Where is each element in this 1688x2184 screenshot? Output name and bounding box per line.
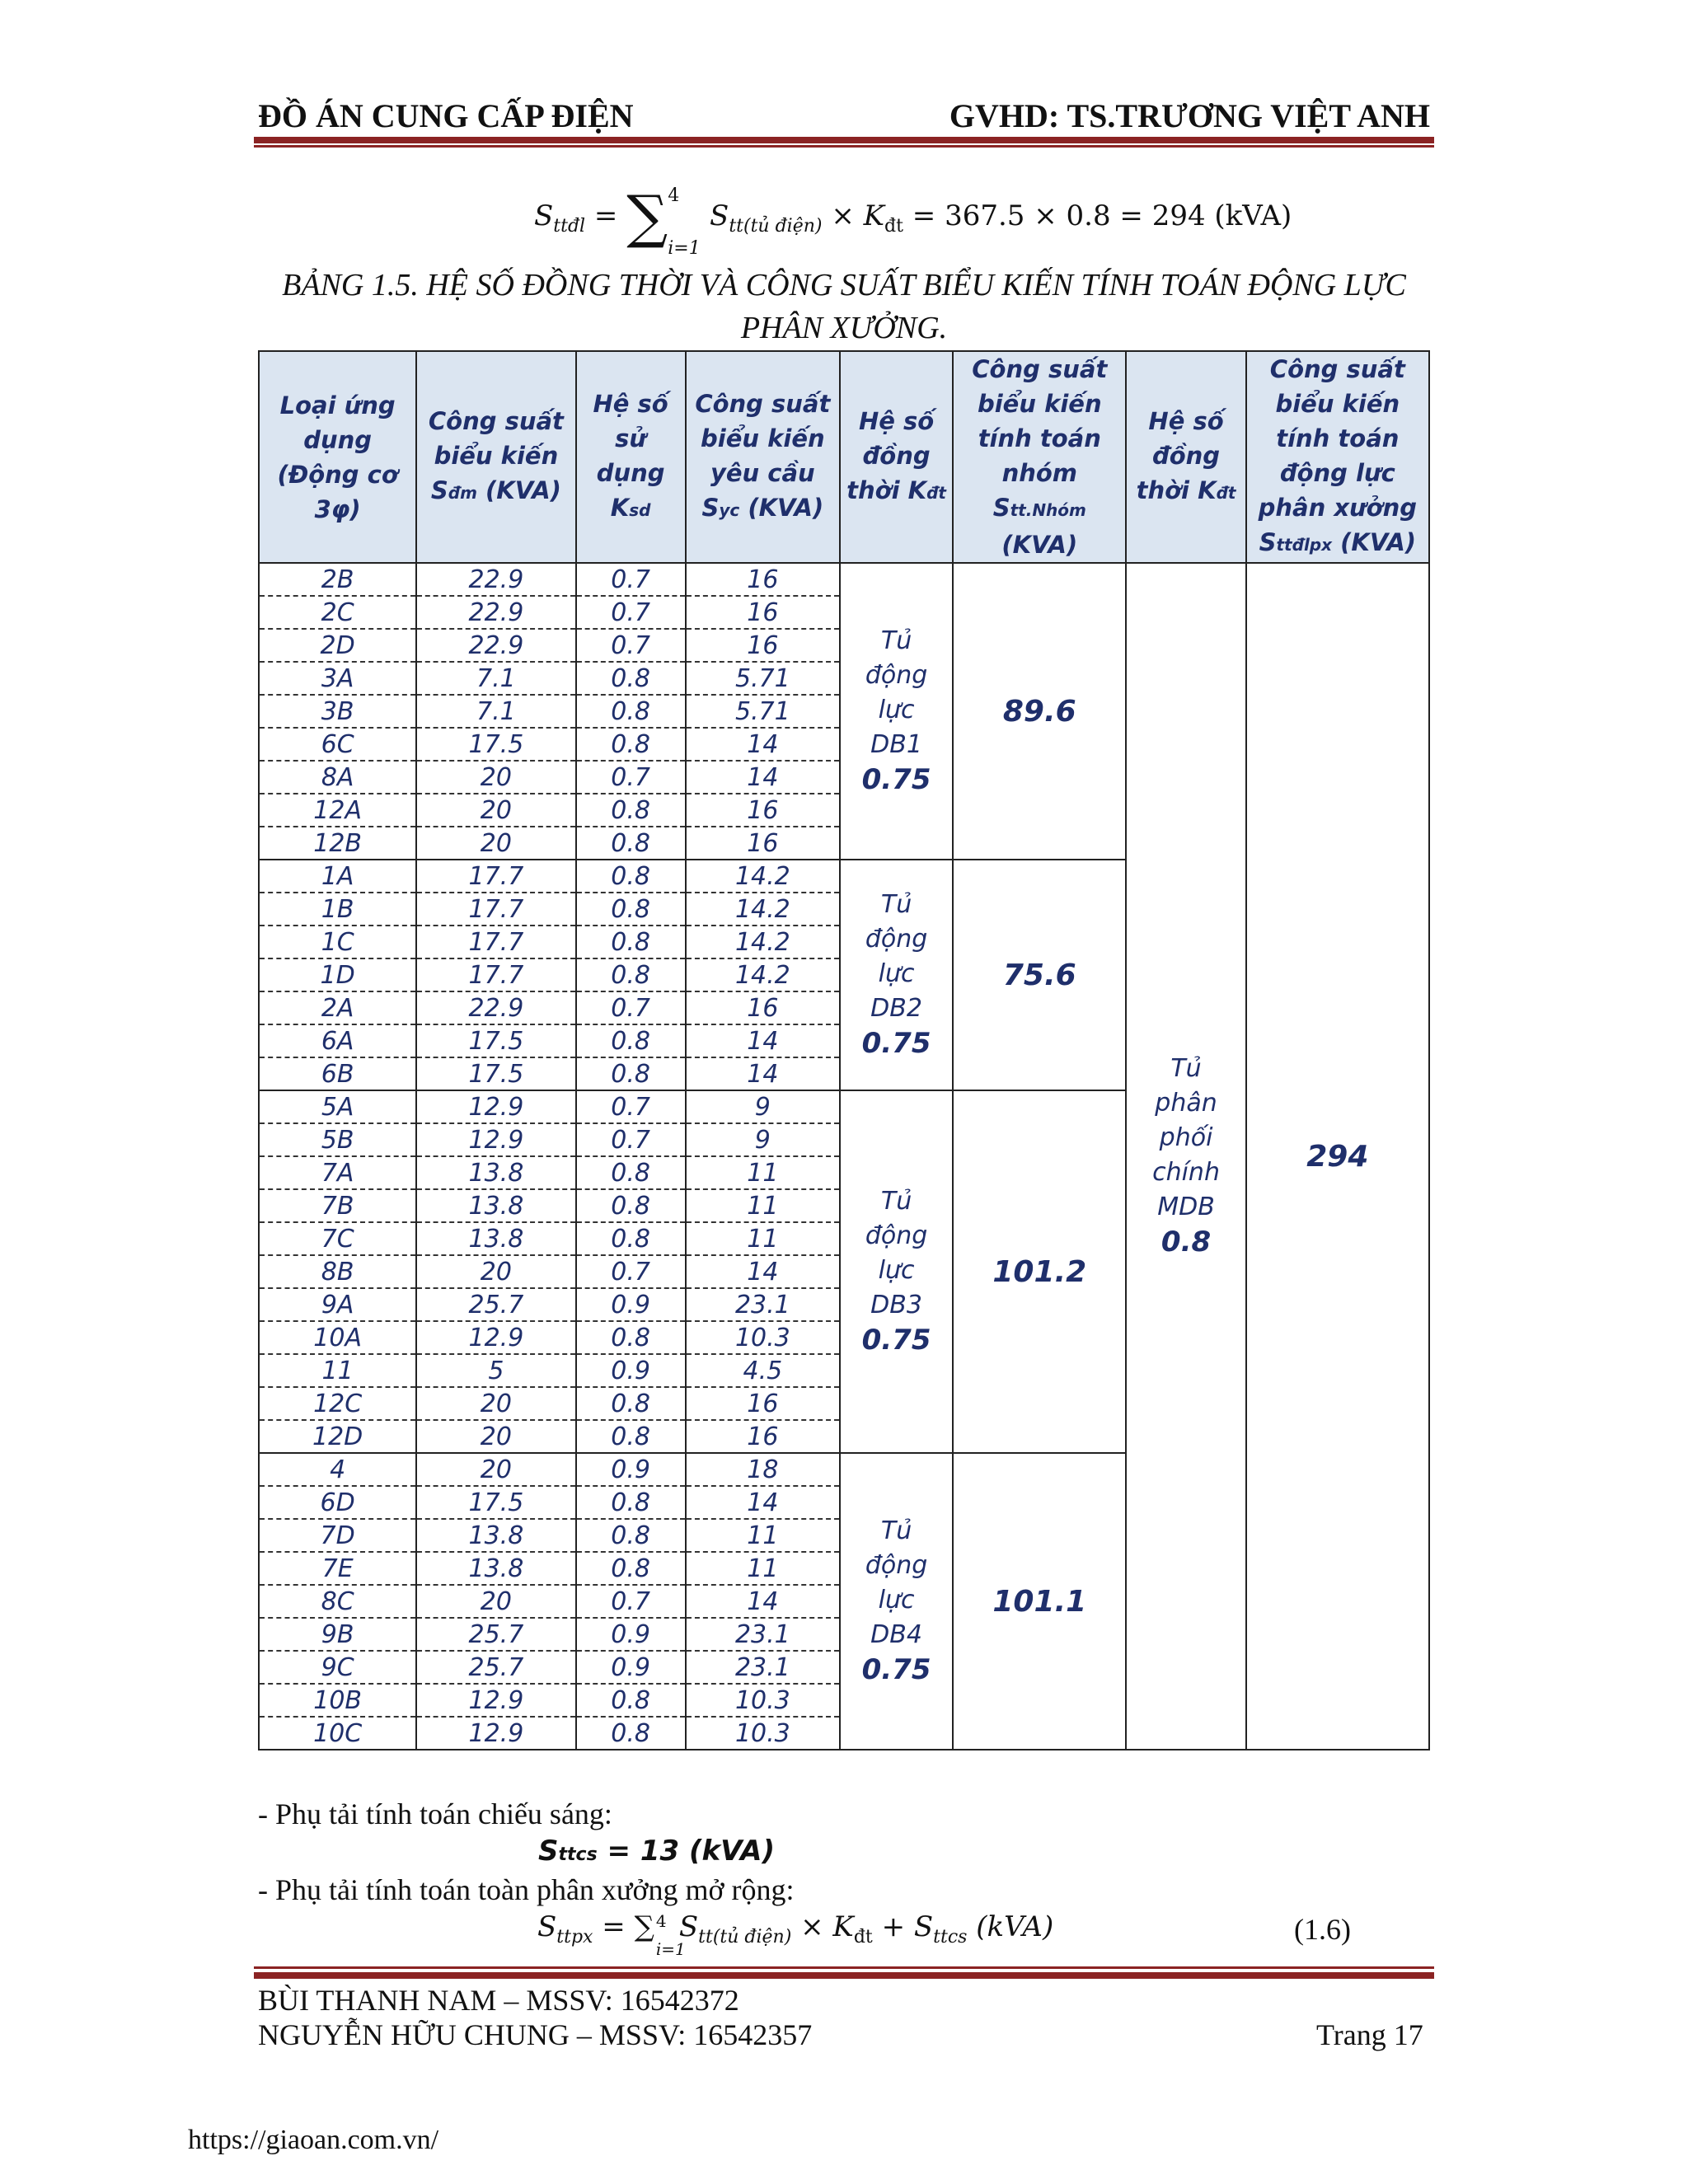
usage-factor-cell: 0.8	[576, 794, 686, 827]
load-type-cell: 2C	[259, 596, 416, 629]
rated-power-cell: 17.5	[416, 1057, 575, 1090]
column-header: Hệ số đồng thời Kđt	[840, 351, 953, 563]
load-type-cell: 12C	[259, 1387, 416, 1420]
usage-factor-cell: 0.8	[576, 1486, 686, 1519]
usage-factor-cell: 0.8	[576, 1057, 686, 1090]
rated-power-cell: 17.5	[416, 728, 575, 761]
usage-factor-cell: 0.8	[576, 1552, 686, 1585]
lighting-value: Sttcs = 13 (kVA)	[538, 1835, 775, 1868]
header-rule-thin	[254, 145, 1434, 148]
required-power-cell: 18	[686, 1453, 840, 1486]
table-row	[259, 563, 1429, 596]
load-type-cell: 8A	[259, 761, 416, 794]
load-type-cell: 6D	[259, 1486, 416, 1519]
required-power-cell: 23.1	[686, 1651, 840, 1684]
load-type-cell: 5A	[259, 1090, 416, 1123]
load-type-cell: 4	[259, 1453, 416, 1486]
formula-sttpx: $S_{ttpx}$ = ∑ 4 i=1 $S_{tt(tủ điện)} \times K_{đt} + S_{ttcs}$ (kVA)	[537, 1910, 1054, 1959]
load-type-cell: 12A	[259, 794, 416, 827]
load-type-cell: 9B	[259, 1618, 416, 1651]
usage-factor-cell: 0.7	[576, 563, 686, 596]
rated-power-cell: 13.8	[416, 1156, 575, 1189]
cabinet-cell: Tủ động lực DB3 0.75	[840, 1090, 953, 1453]
required-power-cell: 14.2	[686, 926, 840, 958]
equation-number: (1.6)	[1294, 1913, 1351, 1946]
required-power-cell: 16	[686, 794, 840, 827]
required-power-cell: 16	[686, 991, 840, 1024]
rated-power-cell: 12.9	[416, 1684, 575, 1717]
cabinet-cell: Tủ động lực DB4 0.75	[840, 1453, 953, 1750]
usage-factor-cell: 0.8	[576, 860, 686, 893]
required-power-cell: 9	[686, 1090, 840, 1123]
rated-power-cell: 13.8	[416, 1189, 575, 1222]
load-type-cell: 7A	[259, 1156, 416, 1189]
load-table	[258, 350, 1430, 1750]
column-header: Loại ứng dụng (Động cơ 3φ)	[259, 351, 416, 563]
column-header: Hệ số đồng thời Kđt	[1126, 351, 1245, 563]
usage-factor-cell: 0.8	[576, 1156, 686, 1189]
required-power-cell: 11	[686, 1552, 840, 1585]
usage-factor-cell: 0.8	[576, 1189, 686, 1222]
cabinet-cell: Tủ động lực DB1 0.75	[840, 563, 953, 860]
usage-factor-cell: 0.8	[576, 926, 686, 958]
usage-factor-cell: 0.7	[576, 1090, 686, 1123]
load-type-cell: 9A	[259, 1288, 416, 1321]
table-caption: BẢNG 1.5. HỆ SỐ ĐỒNG THỜI VÀ CÔNG SUẤT BIỂU KIẾN TÍNH TOÁN ĐỘNG LỰC PHÂN XƯỞNG.	[282, 268, 1406, 345]
footer-rule	[254, 1972, 1434, 1979]
rated-power-cell: 5	[416, 1354, 575, 1387]
header-supervisor: GVHD: TS.TRƯƠNG VIỆT ANH	[949, 97, 1430, 134]
load-type-cell: 7D	[259, 1519, 416, 1552]
column-header: Công suất biểu kiến tính toán động lực phân xưởng Sttđlpx (KVA)	[1246, 351, 1429, 563]
footer-author-2: NGUYỄN HỮU CHUNG – MSSV: 16542357	[258, 2018, 813, 2051]
rated-power-cell: 22.9	[416, 991, 575, 1024]
mdb-cell: Tủ phân phối chính MDB 0.8	[1126, 563, 1245, 1750]
header-rule	[254, 137, 1434, 143]
rated-power-cell: 20	[416, 1585, 575, 1618]
load-type-cell: 11	[259, 1354, 416, 1387]
rated-power-cell: 20	[416, 1255, 575, 1288]
usage-factor-cell: 0.9	[576, 1453, 686, 1486]
usage-factor-cell: 0.7	[576, 1585, 686, 1618]
required-power-cell: 14	[686, 1585, 840, 1618]
load-type-cell: 6B	[259, 1057, 416, 1090]
usage-factor-cell: 0.8	[576, 1684, 686, 1717]
plant-total-cell: 294	[1246, 563, 1429, 1750]
usage-factor-cell: 0.8	[576, 827, 686, 860]
rated-power-cell: 25.7	[416, 1288, 575, 1321]
usage-factor-cell: 0.7	[576, 1123, 686, 1156]
column-header: Công suất biểu kiến yêu cầu Syc (KVA)	[686, 351, 840, 563]
required-power-cell: 10.3	[686, 1684, 840, 1717]
rated-power-cell: 20	[416, 1420, 575, 1453]
load-type-cell: 1A	[259, 860, 416, 893]
usage-factor-cell: 0.8	[576, 1519, 686, 1552]
rated-power-cell: 12.9	[416, 1321, 575, 1354]
cabinet-cell: Tủ động lực DB2 0.75	[840, 860, 953, 1090]
column-header: Hệ số sử dụng Ksd	[576, 351, 686, 563]
load-type-cell: 1B	[259, 893, 416, 926]
footer-rule-thin	[254, 1966, 1434, 1969]
load-type-cell: 7B	[259, 1189, 416, 1222]
load-type-cell: 7C	[259, 1222, 416, 1255]
usage-factor-cell: 0.9	[576, 1354, 686, 1387]
load-type-cell: 6C	[259, 728, 416, 761]
required-power-cell: 5.71	[686, 662, 840, 695]
rated-power-cell: 17.7	[416, 893, 575, 926]
formula-sttdl: $S_{ttđl}$ = ∑ 4 i=1 $S_{tt(tủ điện)} \times K_{đt} = 367.5 \times 0.8 = 294$ (kVA)	[534, 183, 1292, 259]
lighting-label: - Phụ tải tính toán chiếu sáng:	[258, 1797, 612, 1830]
required-power-cell: 14	[686, 761, 840, 794]
usage-factor-cell: 0.9	[576, 1288, 686, 1321]
usage-factor-cell: 0.9	[576, 1651, 686, 1684]
required-power-cell: 11	[686, 1156, 840, 1189]
usage-factor-cell: 0.7	[576, 596, 686, 629]
load-type-cell: 5B	[259, 1123, 416, 1156]
required-power-cell: 16	[686, 827, 840, 860]
usage-factor-cell: 0.8	[576, 893, 686, 926]
usage-factor-cell: 0.8	[576, 1321, 686, 1354]
rated-power-cell: 12.9	[416, 1717, 575, 1750]
rated-power-cell: 20	[416, 761, 575, 794]
column-header: Công suất biểu kiến tính toán nhóm Stt.Nhóm (KVA)	[953, 351, 1126, 563]
rated-power-cell: 17.7	[416, 860, 575, 893]
usage-factor-cell: 0.8	[576, 958, 686, 991]
rated-power-cell: 7.1	[416, 662, 575, 695]
required-power-cell: 4.5	[686, 1354, 840, 1387]
rated-power-cell: 22.9	[416, 596, 575, 629]
load-type-cell: 6A	[259, 1024, 416, 1057]
load-type-cell: 1C	[259, 926, 416, 958]
group-total-cell: 101.1	[953, 1453, 1126, 1750]
rated-power-cell: 20	[416, 1453, 575, 1486]
load-type-cell: 10C	[259, 1717, 416, 1750]
header-title: ĐỒ ÁN CUNG CẤP ĐIỆN	[258, 97, 634, 134]
rated-power-cell: 13.8	[416, 1222, 575, 1255]
source-url[interactable]: https://giaoan.com.vn/	[188, 2125, 439, 2155]
load-type-cell: 1D	[259, 958, 416, 991]
required-power-cell: 11	[686, 1189, 840, 1222]
rated-power-cell: 20	[416, 794, 575, 827]
rated-power-cell: 22.9	[416, 629, 575, 662]
usage-factor-cell: 0.8	[576, 662, 686, 695]
load-type-cell: 3A	[259, 662, 416, 695]
usage-factor-cell: 0.8	[576, 1024, 686, 1057]
load-type-cell: 3B	[259, 695, 416, 728]
required-power-cell: 14.2	[686, 958, 840, 991]
required-power-cell: 11	[686, 1222, 840, 1255]
rated-power-cell: 17.7	[416, 958, 575, 991]
usage-factor-cell: 0.7	[576, 629, 686, 662]
load-type-cell: 12D	[259, 1420, 416, 1453]
required-power-cell: 16	[686, 563, 840, 596]
rated-power-cell: 17.7	[416, 926, 575, 958]
group-total-cell: 101.2	[953, 1090, 1126, 1453]
required-power-cell: 14	[686, 1486, 840, 1519]
required-power-cell: 14.2	[686, 893, 840, 926]
required-power-cell: 5.71	[686, 695, 840, 728]
rated-power-cell: 25.7	[416, 1618, 575, 1651]
required-power-cell: 14	[686, 1024, 840, 1057]
usage-factor-cell: 0.8	[576, 695, 686, 728]
load-type-cell: 8B	[259, 1255, 416, 1288]
footer-author-1: BÙI THANH NAM – MSSV: 16542372	[258, 1984, 739, 2017]
rated-power-cell: 12.9	[416, 1123, 575, 1156]
required-power-cell: 10.3	[686, 1717, 840, 1750]
rated-power-cell: 12.9	[416, 1090, 575, 1123]
required-power-cell: 16	[686, 1420, 840, 1453]
usage-factor-cell: 0.8	[576, 1222, 686, 1255]
load-type-cell: 2A	[259, 991, 416, 1024]
load-type-cell: 10B	[259, 1684, 416, 1717]
rated-power-cell: 20	[416, 827, 575, 860]
rated-power-cell: 7.1	[416, 695, 575, 728]
load-type-cell: 2D	[259, 629, 416, 662]
table-header-row	[259, 351, 1429, 563]
usage-factor-cell: 0.9	[576, 1618, 686, 1651]
rated-power-cell: 13.8	[416, 1519, 575, 1552]
usage-factor-cell: 0.8	[576, 1387, 686, 1420]
expanded-label: - Phụ tải tính toán toàn phân xưởng mở rộng:	[258, 1873, 795, 1906]
usage-factor-cell: 0.7	[576, 991, 686, 1024]
required-power-cell: 16	[686, 596, 840, 629]
usage-factor-cell: 0.7	[576, 761, 686, 794]
usage-factor-cell: 0.8	[576, 1717, 686, 1750]
required-power-cell: 14	[686, 728, 840, 761]
usage-factor-cell: 0.8	[576, 728, 686, 761]
usage-factor-cell: 0.7	[576, 1255, 686, 1288]
load-type-cell: 8C	[259, 1585, 416, 1618]
required-power-cell: 10.3	[686, 1321, 840, 1354]
required-power-cell: 23.1	[686, 1618, 840, 1651]
load-type-cell: 12B	[259, 827, 416, 860]
load-type-cell: 2B	[259, 563, 416, 596]
required-power-cell: 14.2	[686, 860, 840, 893]
load-type-cell: 7E	[259, 1552, 416, 1585]
column-header: Công suất biểu kiến Sđm (KVA)	[416, 351, 575, 563]
page-number: Trang 17	[1316, 2018, 1423, 2051]
required-power-cell: 23.1	[686, 1288, 840, 1321]
page-header	[258, 92, 1430, 135]
required-power-cell: 11	[686, 1519, 840, 1552]
load-type-cell: 10A	[259, 1321, 416, 1354]
load-type-cell: 9C	[259, 1651, 416, 1684]
rated-power-cell: 17.5	[416, 1024, 575, 1057]
rated-power-cell: 13.8	[416, 1552, 575, 1585]
required-power-cell: 16	[686, 1387, 840, 1420]
rated-power-cell: 25.7	[416, 1651, 575, 1684]
group-total-cell: 89.6	[953, 563, 1126, 860]
rated-power-cell: 20	[416, 1387, 575, 1420]
rated-power-cell: 17.5	[416, 1486, 575, 1519]
required-power-cell: 16	[686, 629, 840, 662]
required-power-cell: 9	[686, 1123, 840, 1156]
rated-power-cell: 22.9	[416, 563, 575, 596]
usage-factor-cell: 0.8	[576, 1420, 686, 1453]
required-power-cell: 14	[686, 1057, 840, 1090]
required-power-cell: 14	[686, 1255, 840, 1288]
group-total-cell: 75.6	[953, 860, 1126, 1090]
